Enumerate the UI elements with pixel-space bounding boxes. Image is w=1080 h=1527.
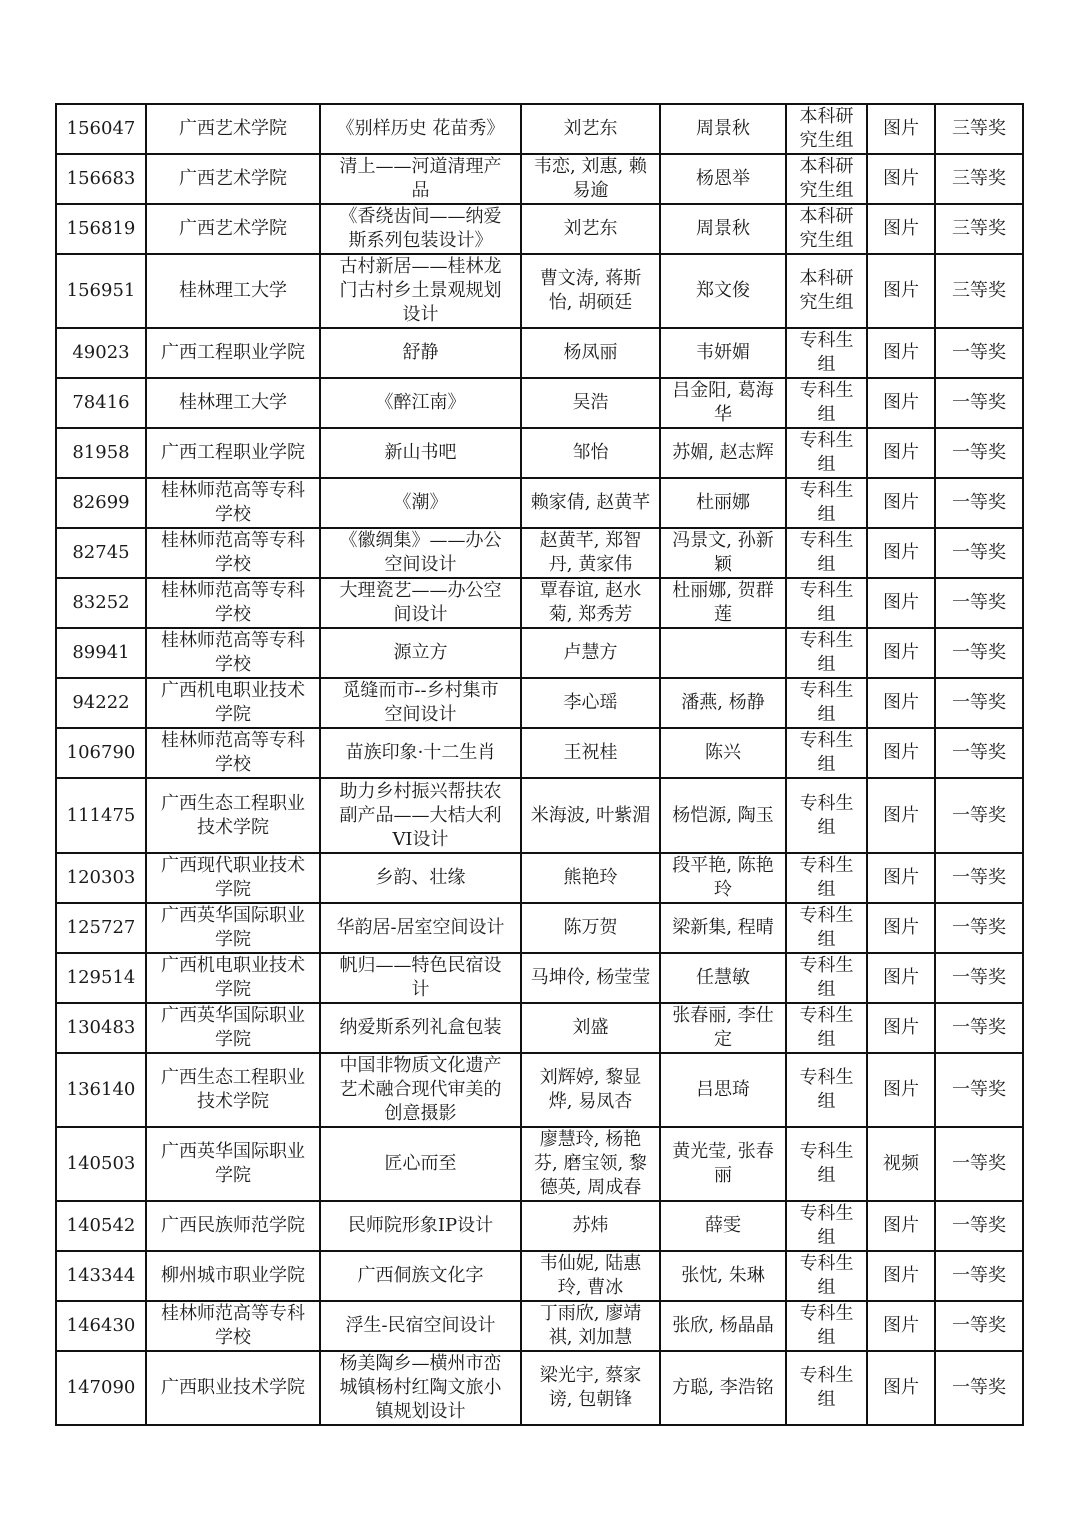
advisors-cell: 杨恺源, 陶玉 [660, 778, 786, 853]
award-cell: 一等奖 [935, 1003, 1023, 1053]
group-cell: 专科生 组 [786, 528, 867, 578]
school-cell: 桂林理工大学 [146, 378, 320, 428]
award-cell: 一等奖 [935, 328, 1023, 378]
entry-id-cell: 120303 [56, 853, 146, 903]
authors-cell: 韦仙妮, 陆惠 玲, 曹冰 [521, 1251, 660, 1301]
award-cell: 一等奖 [935, 1201, 1023, 1251]
entry-id-cell: 156683 [56, 154, 146, 204]
school-cell: 广西英华国际职业 学院 [146, 1003, 320, 1053]
group-cell: 专科生 组 [786, 728, 867, 778]
award-cell: 三等奖 [935, 154, 1023, 204]
authors-cell: 丁雨欣, 廖靖 祺, 刘加慧 [521, 1301, 660, 1351]
entry-id-cell: 78416 [56, 378, 146, 428]
entry-id-cell: 156951 [56, 254, 146, 328]
award-cell: 一等奖 [935, 378, 1023, 428]
advisors-cell: 黄光莹, 张春 丽 [660, 1127, 786, 1201]
group-cell: 专科生 组 [786, 1127, 867, 1201]
group-cell: 专科生 组 [786, 1301, 867, 1351]
authors-cell: 吴浩 [521, 378, 660, 428]
table-row [56, 254, 1023, 328]
award-cell: 一等奖 [935, 1251, 1023, 1301]
award-cell: 一等奖 [935, 528, 1023, 578]
work-title-cell: 觅缝而市--乡村集市 空间设计 [320, 678, 521, 728]
school-cell: 桂林师范高等专科 学校 [146, 478, 320, 528]
advisors-cell: 郑文俊 [660, 254, 786, 328]
category-cell: 图片 [867, 428, 935, 478]
category-cell: 图片 [867, 478, 935, 528]
school-cell: 桂林师范高等专科 学校 [146, 1301, 320, 1351]
work-title-cell: 《别样历史 花苗秀》 [320, 104, 521, 154]
authors-cell: 米海波, 叶紫湄 [521, 778, 660, 853]
table-row [56, 328, 1023, 378]
table-row [56, 778, 1023, 853]
authors-cell: 陈万贺 [521, 903, 660, 953]
table-row [56, 1301, 1023, 1351]
school-cell: 广西职业技术学院 [146, 1351, 320, 1425]
entry-id-cell: 94222 [56, 678, 146, 728]
authors-cell: 廖慧玲, 杨艳 芬, 磨宝领, 黎 德英, 周成春 [521, 1127, 660, 1201]
school-cell: 广西艺术学院 [146, 204, 320, 254]
authors-cell: 杨凤丽 [521, 328, 660, 378]
group-cell: 本科研 究生组 [786, 104, 867, 154]
school-cell: 广西生态工程职业 技术学院 [146, 1053, 320, 1127]
entry-id-cell: 143344 [56, 1251, 146, 1301]
category-cell: 图片 [867, 903, 935, 953]
table-row [56, 204, 1023, 254]
table-row [56, 528, 1023, 578]
award-cell: 一等奖 [935, 678, 1023, 728]
table-row [56, 428, 1023, 478]
authors-cell: 覃春谊, 赵水 菊, 郑秀芳 [521, 578, 660, 628]
work-title-cell: 帆归——特色民宿设 计 [320, 953, 521, 1003]
award-cell: 一等奖 [935, 853, 1023, 903]
category-cell: 图片 [867, 254, 935, 328]
table-row [56, 154, 1023, 204]
award-cell: 一等奖 [935, 1127, 1023, 1201]
entry-id-cell: 146430 [56, 1301, 146, 1351]
table-body [56, 104, 1023, 1425]
entry-id-cell: 125727 [56, 903, 146, 953]
table-row [56, 903, 1023, 953]
work-title-cell: 助力乡村振兴帮扶农 副产品——大桔大利 VI设计 [320, 778, 521, 853]
school-cell: 广西工程职业学院 [146, 328, 320, 378]
group-cell: 专科生 组 [786, 328, 867, 378]
entry-id-cell: 130483 [56, 1003, 146, 1053]
entry-id-cell: 129514 [56, 953, 146, 1003]
school-cell: 桂林师范高等专科 学校 [146, 528, 320, 578]
award-cell: 一等奖 [935, 1301, 1023, 1351]
group-cell: 专科生 组 [786, 1251, 867, 1301]
entry-id-cell: 147090 [56, 1351, 146, 1425]
category-cell: 图片 [867, 528, 935, 578]
category-cell: 图片 [867, 953, 935, 1003]
category-cell: 图片 [867, 578, 935, 628]
category-cell: 图片 [867, 204, 935, 254]
school-cell: 柳州城市职业学院 [146, 1251, 320, 1301]
authors-cell: 刘艺东 [521, 204, 660, 254]
entry-id-cell: 140542 [56, 1201, 146, 1251]
award-cell: 三等奖 [935, 204, 1023, 254]
authors-cell: 赖家倩, 赵黄芊 [521, 478, 660, 528]
school-cell: 广西英华国际职业 学院 [146, 1127, 320, 1201]
award-cell: 一等奖 [935, 953, 1023, 1003]
group-cell: 专科生 组 [786, 378, 867, 428]
category-cell: 图片 [867, 378, 935, 428]
category-cell: 图片 [867, 104, 935, 154]
school-cell: 广西机电职业技术 学院 [146, 678, 320, 728]
work-title-cell: 清上——河道清理产 品 [320, 154, 521, 204]
category-cell: 图片 [867, 1053, 935, 1127]
table-row [56, 678, 1023, 728]
work-title-cell: 纳爱斯系列礼盒包装 [320, 1003, 521, 1053]
advisors-cell: 张忱, 朱琳 [660, 1251, 786, 1301]
group-cell: 专科生 组 [786, 778, 867, 853]
advisors-cell: 方聪, 李浩铭 [660, 1351, 786, 1425]
table-row [56, 728, 1023, 778]
entry-id-cell: 140503 [56, 1127, 146, 1201]
category-cell: 图片 [867, 628, 935, 678]
award-cell: 三等奖 [935, 104, 1023, 154]
group-cell: 专科生 组 [786, 1201, 867, 1251]
authors-cell: 韦恋, 刘惠, 赖 易逾 [521, 154, 660, 204]
school-cell: 桂林师范高等专科 学校 [146, 578, 320, 628]
advisors-cell: 段平艳, 陈艳 玲 [660, 853, 786, 903]
category-cell: 图片 [867, 853, 935, 903]
advisors-cell: 韦妍媚 [660, 328, 786, 378]
group-cell: 专科生 组 [786, 1351, 867, 1425]
authors-cell: 马坤伶, 杨莹莹 [521, 953, 660, 1003]
category-cell: 图片 [867, 728, 935, 778]
table-row [56, 628, 1023, 678]
school-cell: 广西英华国际职业 学院 [146, 903, 320, 953]
authors-cell: 王祝桂 [521, 728, 660, 778]
table-row [56, 478, 1023, 528]
work-title-cell: 华韵居-居室空间设计 [320, 903, 521, 953]
authors-cell: 刘盛 [521, 1003, 660, 1053]
school-cell: 广西生态工程职业 技术学院 [146, 778, 320, 853]
entry-id-cell: 82699 [56, 478, 146, 528]
school-cell: 广西艺术学院 [146, 104, 320, 154]
entry-id-cell: 49023 [56, 328, 146, 378]
school-cell: 广西工程职业学院 [146, 428, 320, 478]
advisors-cell: 杜丽娜, 贺群 莲 [660, 578, 786, 628]
table-row [56, 1003, 1023, 1053]
school-cell: 广西机电职业技术 学院 [146, 953, 320, 1003]
advisors-cell: 周景秋 [660, 104, 786, 154]
award-cell: 一等奖 [935, 728, 1023, 778]
category-cell: 图片 [867, 1003, 935, 1053]
authors-cell: 赵黄芊, 郑智 丹, 黄家伟 [521, 528, 660, 578]
table-row [56, 1251, 1023, 1301]
award-cell: 一等奖 [935, 1351, 1023, 1425]
work-title-cell: 民师院形象IP设计 [320, 1201, 521, 1251]
advisors-cell: 苏媚, 赵志辉 [660, 428, 786, 478]
category-cell: 图片 [867, 1251, 935, 1301]
advisors-cell: 杜丽娜 [660, 478, 786, 528]
award-cell: 三等奖 [935, 254, 1023, 328]
authors-cell: 邹怡 [521, 428, 660, 478]
category-cell: 图片 [867, 778, 935, 853]
work-title-cell: 苗族印象·十二生肖 [320, 728, 521, 778]
group-cell: 专科生 组 [786, 478, 867, 528]
advisors-cell: 周景秋 [660, 204, 786, 254]
work-title-cell: 中国非物质文化遗产 艺术融合现代审美的 创意摄影 [320, 1053, 521, 1127]
advisors-cell: 张欣, 杨晶晶 [660, 1301, 786, 1351]
table-row [56, 1127, 1023, 1201]
advisors-cell: 薛雯 [660, 1201, 786, 1251]
advisors-cell: 梁新集, 程晴 [660, 903, 786, 953]
work-title-cell: 杨美陶乡—横州市峦 城镇杨村红陶文旅小 镇规划设计 [320, 1351, 521, 1425]
entry-id-cell: 111475 [56, 778, 146, 853]
table-row [56, 853, 1023, 903]
category-cell: 图片 [867, 1301, 935, 1351]
work-title-cell: 大理瓷艺——办公空 间设计 [320, 578, 521, 628]
table-row [56, 1201, 1023, 1251]
group-cell: 专科生 组 [786, 678, 867, 728]
table-row [56, 104, 1023, 154]
authors-cell: 刘辉婷, 黎显 烨, 易凤杏 [521, 1053, 660, 1127]
entry-id-cell: 156047 [56, 104, 146, 154]
work-title-cell: 《香绕齿间——纳爱 斯系列包装设计》 [320, 204, 521, 254]
work-title-cell: 新山书吧 [320, 428, 521, 478]
category-cell: 视频 [867, 1127, 935, 1201]
entry-id-cell: 136140 [56, 1053, 146, 1127]
advisors-cell: 吕思琦 [660, 1053, 786, 1127]
group-cell: 专科生 组 [786, 628, 867, 678]
school-cell: 广西民族师范学院 [146, 1201, 320, 1251]
school-cell: 桂林理工大学 [146, 254, 320, 328]
work-title-cell: 广西侗族文化字 [320, 1251, 521, 1301]
work-title-cell: 源立方 [320, 628, 521, 678]
table-row [56, 1351, 1023, 1425]
work-title-cell: 《醉江南》 [320, 378, 521, 428]
work-title-cell: 浮生-民宿空间设计 [320, 1301, 521, 1351]
group-cell: 专科生 组 [786, 903, 867, 953]
work-title-cell: 《徽绸集》——办公 空间设计 [320, 528, 521, 578]
category-cell: 图片 [867, 1351, 935, 1425]
work-title-cell: 《潮》 [320, 478, 521, 528]
category-cell: 图片 [867, 678, 935, 728]
school-cell: 桂林师范高等专科 学校 [146, 628, 320, 678]
group-cell: 专科生 组 [786, 953, 867, 1003]
award-cell: 一等奖 [935, 578, 1023, 628]
group-cell: 专科生 组 [786, 853, 867, 903]
authors-cell: 李心瑶 [521, 678, 660, 728]
authors-cell: 卢慧方 [521, 628, 660, 678]
group-cell: 专科生 组 [786, 1003, 867, 1053]
entry-id-cell: 106790 [56, 728, 146, 778]
award-cell: 一等奖 [935, 628, 1023, 678]
group-cell: 专科生 组 [786, 578, 867, 628]
school-cell: 广西现代职业技术 学院 [146, 853, 320, 903]
entry-id-cell: 83252 [56, 578, 146, 628]
authors-cell: 梁光宇, 蔡家 谤, 包朝锋 [521, 1351, 660, 1425]
award-table [55, 103, 1024, 1426]
work-title-cell: 匠心而至 [320, 1127, 521, 1201]
school-cell: 桂林师范高等专科 学校 [146, 728, 320, 778]
group-cell: 专科生 组 [786, 1053, 867, 1127]
award-cell: 一等奖 [935, 903, 1023, 953]
group-cell: 本科研 究生组 [786, 204, 867, 254]
advisors-cell: 冯景文, 孙新 颖 [660, 528, 786, 578]
category-cell: 图片 [867, 328, 935, 378]
school-cell: 广西艺术学院 [146, 154, 320, 204]
award-cell: 一等奖 [935, 778, 1023, 853]
table-row [56, 1053, 1023, 1127]
category-cell: 图片 [867, 154, 935, 204]
award-cell: 一等奖 [935, 1053, 1023, 1127]
table-row [56, 378, 1023, 428]
group-cell: 本科研 究生组 [786, 254, 867, 328]
award-cell: 一等奖 [935, 428, 1023, 478]
advisors-cell: 陈兴 [660, 728, 786, 778]
group-cell: 专科生 组 [786, 428, 867, 478]
authors-cell: 苏炜 [521, 1201, 660, 1251]
entry-id-cell: 82745 [56, 528, 146, 578]
authors-cell: 曹文涛, 蒋斯 怡, 胡硕廷 [521, 254, 660, 328]
authors-cell: 刘艺东 [521, 104, 660, 154]
table-row [56, 578, 1023, 628]
advisors-cell [660, 628, 786, 678]
category-cell: 图片 [867, 1201, 935, 1251]
award-cell: 一等奖 [935, 478, 1023, 528]
work-title-cell: 古村新居——桂林龙 门古村乡土景观规划 设计 [320, 254, 521, 328]
advisors-cell: 张春丽, 李仕 定 [660, 1003, 786, 1053]
group-cell: 本科研 究生组 [786, 154, 867, 204]
entry-id-cell: 89941 [56, 628, 146, 678]
advisors-cell: 吕金阳, 葛海 华 [660, 378, 786, 428]
authors-cell: 熊艳玲 [521, 853, 660, 903]
advisors-cell: 任慧敏 [660, 953, 786, 1003]
entry-id-cell: 156819 [56, 204, 146, 254]
work-title-cell: 舒静 [320, 328, 521, 378]
advisors-cell: 杨恩举 [660, 154, 786, 204]
advisors-cell: 潘燕, 杨静 [660, 678, 786, 728]
entry-id-cell: 81958 [56, 428, 146, 478]
work-title-cell: 乡韵、壮缘 [320, 853, 521, 903]
table-row [56, 953, 1023, 1003]
